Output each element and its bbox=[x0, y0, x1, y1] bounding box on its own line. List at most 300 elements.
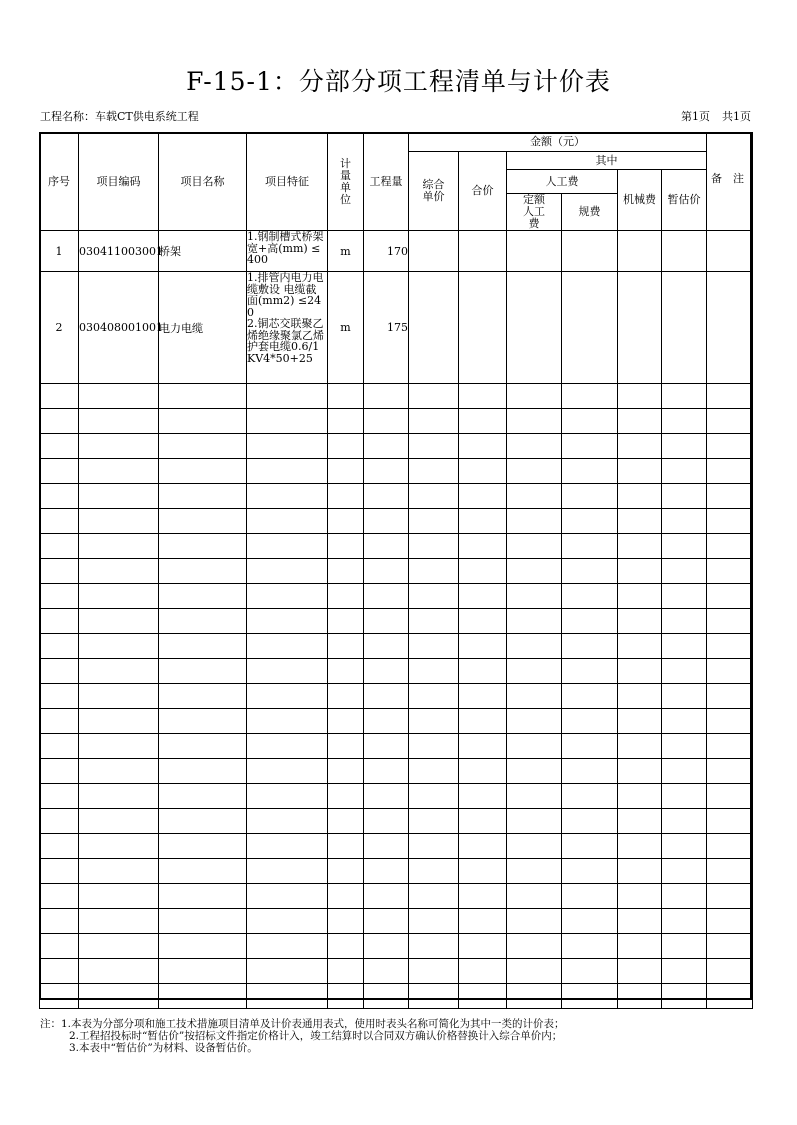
empty-cell bbox=[562, 634, 618, 659]
empty-cell bbox=[618, 484, 662, 509]
empty-cell bbox=[79, 934, 159, 959]
empty-cell bbox=[409, 959, 459, 984]
header-feature: 项目特征 bbox=[247, 133, 328, 231]
empty-cell bbox=[662, 534, 707, 559]
empty-cell bbox=[562, 984, 618, 1009]
empty-cell bbox=[707, 959, 753, 984]
empty-cell bbox=[562, 809, 618, 834]
empty-cell bbox=[507, 809, 562, 834]
row-feature: 1.排管内电力电缆敷设 电缆截面(mm2) ≤240 2.铜芯交联聚乙烯绝缘聚氯乙烯护套电缆0.6/1KV4*50+25 bbox=[247, 272, 328, 384]
page-title: F-15-1：分部分项工程清单与计价表 bbox=[186, 67, 611, 96]
page-total: 共1页 bbox=[722, 110, 751, 123]
empty-cell bbox=[507, 272, 562, 384]
empty-cell bbox=[159, 934, 247, 959]
empty-cell bbox=[409, 559, 459, 584]
empty-cell bbox=[707, 934, 753, 959]
empty-cell bbox=[79, 609, 159, 634]
empty-cell bbox=[507, 534, 562, 559]
empty-cell bbox=[79, 659, 159, 684]
empty-cell bbox=[247, 809, 328, 834]
empty-cell bbox=[618, 934, 662, 959]
header-qty: 工程量 bbox=[364, 133, 409, 231]
empty-cell bbox=[562, 231, 618, 272]
empty-cell bbox=[707, 434, 753, 459]
empty-cell bbox=[364, 659, 409, 684]
empty-cell bbox=[662, 809, 707, 834]
empty-cell bbox=[459, 909, 507, 934]
empty-cell bbox=[409, 709, 459, 734]
row-seq: 2 bbox=[40, 272, 79, 384]
empty-row bbox=[40, 409, 753, 434]
empty-cell bbox=[409, 584, 459, 609]
empty-cell bbox=[409, 784, 459, 809]
empty-cell bbox=[707, 809, 753, 834]
empty-cell bbox=[507, 584, 562, 609]
empty-cell bbox=[40, 984, 79, 1009]
empty-cell bbox=[364, 784, 409, 809]
empty-cell bbox=[662, 584, 707, 609]
empty-cell bbox=[247, 709, 328, 734]
empty-cell bbox=[707, 859, 753, 884]
empty-cell bbox=[459, 734, 507, 759]
empty-cell bbox=[662, 634, 707, 659]
empty-cell bbox=[79, 459, 159, 484]
header-estimate: 暂估价 bbox=[662, 170, 707, 231]
empty-cell bbox=[247, 609, 328, 634]
empty-cell bbox=[328, 634, 364, 659]
empty-cell bbox=[40, 809, 79, 834]
empty-cell bbox=[662, 784, 707, 809]
empty-row bbox=[40, 909, 753, 934]
empty-cell bbox=[707, 609, 753, 634]
empty-cell bbox=[562, 534, 618, 559]
empty-cell bbox=[662, 409, 707, 434]
empty-cell bbox=[247, 409, 328, 434]
header-remark-b: 注 bbox=[733, 172, 745, 185]
empty-cell bbox=[247, 459, 328, 484]
empty-cell bbox=[328, 809, 364, 834]
empty-cell bbox=[459, 809, 507, 834]
table-row bbox=[40, 231, 753, 272]
empty-cell bbox=[459, 459, 507, 484]
row-qty: 170 bbox=[364, 231, 409, 272]
empty-cell bbox=[247, 659, 328, 684]
empty-cell bbox=[79, 809, 159, 834]
empty-cell bbox=[707, 231, 753, 272]
empty-cell bbox=[562, 884, 618, 909]
empty-cell bbox=[707, 659, 753, 684]
empty-cell bbox=[459, 959, 507, 984]
empty-cell bbox=[562, 709, 618, 734]
empty-cell bbox=[707, 509, 753, 534]
empty-cell bbox=[79, 684, 159, 709]
empty-cell bbox=[247, 934, 328, 959]
empty-cell bbox=[364, 859, 409, 884]
empty-cell bbox=[662, 434, 707, 459]
empty-cell bbox=[79, 634, 159, 659]
empty-cell bbox=[247, 909, 328, 934]
empty-cell bbox=[364, 959, 409, 984]
empty-cell bbox=[662, 709, 707, 734]
empty-cell bbox=[459, 534, 507, 559]
empty-cell bbox=[328, 559, 364, 584]
empty-cell bbox=[247, 734, 328, 759]
empty-cell bbox=[662, 272, 707, 384]
empty-cell bbox=[459, 759, 507, 784]
empty-cell bbox=[618, 634, 662, 659]
note-3: 3.本表中“暂估价”为材料、设备暂估价。 bbox=[69, 1042, 258, 1054]
empty-cell bbox=[618, 709, 662, 734]
empty-cell bbox=[662, 959, 707, 984]
empty-cell bbox=[618, 409, 662, 434]
empty-cell bbox=[409, 484, 459, 509]
header-remark-a: 备 bbox=[711, 172, 723, 185]
empty-cell bbox=[562, 509, 618, 534]
empty-cell bbox=[562, 659, 618, 684]
empty-cell bbox=[364, 734, 409, 759]
empty-cell bbox=[618, 884, 662, 909]
empty-cell bbox=[662, 884, 707, 909]
empty-cell bbox=[247, 434, 328, 459]
empty-cell bbox=[247, 859, 328, 884]
empty-cell bbox=[40, 509, 79, 534]
empty-cell bbox=[40, 709, 79, 734]
empty-cell bbox=[662, 609, 707, 634]
empty-cell bbox=[618, 984, 662, 1009]
empty-row bbox=[40, 584, 753, 609]
empty-cell bbox=[409, 272, 459, 384]
empty-cell bbox=[618, 272, 662, 384]
empty-cell bbox=[159, 709, 247, 734]
empty-cell bbox=[707, 272, 753, 384]
empty-cell bbox=[562, 459, 618, 484]
empty-cell bbox=[364, 834, 409, 859]
empty-cell bbox=[707, 709, 753, 734]
empty-cell bbox=[159, 959, 247, 984]
empty-row bbox=[40, 709, 753, 734]
empty-cell bbox=[328, 734, 364, 759]
empty-cell bbox=[618, 684, 662, 709]
empty-cell bbox=[328, 884, 364, 909]
empty-cell bbox=[79, 859, 159, 884]
empty-cell bbox=[328, 609, 364, 634]
empty-cell bbox=[562, 684, 618, 709]
empty-cell bbox=[662, 384, 707, 409]
empty-cell bbox=[159, 984, 247, 1009]
empty-cell bbox=[328, 709, 364, 734]
empty-cell bbox=[328, 584, 364, 609]
row-name: 电力电缆 bbox=[159, 272, 247, 384]
empty-cell bbox=[247, 684, 328, 709]
empty-cell bbox=[662, 734, 707, 759]
empty-cell bbox=[618, 459, 662, 484]
empty-cell bbox=[562, 434, 618, 459]
empty-cell bbox=[409, 984, 459, 1009]
empty-cell bbox=[79, 709, 159, 734]
empty-cell bbox=[328, 409, 364, 434]
empty-cell bbox=[707, 459, 753, 484]
empty-cell bbox=[662, 859, 707, 884]
empty-cell bbox=[707, 634, 753, 659]
empty-cell bbox=[707, 484, 753, 509]
header-unit: 计量单位 bbox=[328, 133, 364, 231]
empty-cell bbox=[707, 834, 753, 859]
row-qty: 175 bbox=[364, 272, 409, 384]
header-labor-quota: 定额人工费 bbox=[507, 194, 562, 231]
empty-cell bbox=[328, 834, 364, 859]
row-code: 030411003001 bbox=[79, 231, 159, 272]
empty-cell bbox=[459, 231, 507, 272]
empty-cell bbox=[562, 759, 618, 784]
empty-row bbox=[40, 959, 753, 984]
empty-cell bbox=[364, 684, 409, 709]
empty-cell bbox=[459, 484, 507, 509]
empty-cell bbox=[409, 384, 459, 409]
empty-cell bbox=[159, 909, 247, 934]
empty-row bbox=[40, 784, 753, 809]
empty-cell bbox=[409, 859, 459, 884]
empty-cell bbox=[459, 634, 507, 659]
empty-cell bbox=[707, 559, 753, 584]
empty-cell bbox=[618, 231, 662, 272]
empty-cell bbox=[364, 459, 409, 484]
empty-cell bbox=[364, 709, 409, 734]
empty-cell bbox=[459, 409, 507, 434]
empty-cell bbox=[364, 909, 409, 934]
empty-cell bbox=[662, 509, 707, 534]
empty-cell bbox=[40, 759, 79, 784]
empty-cell bbox=[409, 434, 459, 459]
empty-cell bbox=[364, 984, 409, 1009]
empty-cell bbox=[618, 509, 662, 534]
empty-cell bbox=[247, 559, 328, 584]
empty-cell bbox=[409, 934, 459, 959]
empty-cell bbox=[507, 834, 562, 859]
empty-cell bbox=[328, 859, 364, 884]
empty-cell bbox=[79, 484, 159, 509]
empty-cell bbox=[409, 634, 459, 659]
empty-cell bbox=[40, 384, 79, 409]
empty-cell bbox=[79, 559, 159, 584]
empty-cell bbox=[562, 959, 618, 984]
empty-cell bbox=[247, 384, 328, 409]
empty-cell bbox=[507, 459, 562, 484]
header-seq: 序号 bbox=[40, 133, 79, 231]
empty-cell bbox=[328, 684, 364, 709]
empty-cell bbox=[40, 484, 79, 509]
row-code: 030408001001 bbox=[79, 272, 159, 384]
empty-cell bbox=[507, 909, 562, 934]
row-seq: 1 bbox=[40, 231, 79, 272]
empty-cell bbox=[159, 384, 247, 409]
empty-cell bbox=[507, 384, 562, 409]
empty-cell bbox=[662, 231, 707, 272]
empty-cell bbox=[40, 534, 79, 559]
empty-cell bbox=[159, 759, 247, 784]
empty-cell bbox=[247, 984, 328, 1009]
empty-cell bbox=[247, 759, 328, 784]
empty-cell bbox=[562, 909, 618, 934]
empty-row bbox=[40, 684, 753, 709]
empty-cell bbox=[159, 659, 247, 684]
empty-cell bbox=[364, 584, 409, 609]
empty-cell bbox=[40, 409, 79, 434]
empty-cell bbox=[328, 534, 364, 559]
empty-cell bbox=[562, 384, 618, 409]
empty-cell bbox=[459, 834, 507, 859]
empty-cell bbox=[159, 509, 247, 534]
empty-cell bbox=[40, 559, 79, 584]
empty-cell bbox=[159, 634, 247, 659]
empty-cell bbox=[662, 659, 707, 684]
empty-cell bbox=[662, 909, 707, 934]
empty-cell bbox=[707, 984, 753, 1009]
empty-row bbox=[40, 459, 753, 484]
empty-cell bbox=[40, 459, 79, 484]
project-value: 车载CT供电系统工程 bbox=[95, 110, 199, 123]
empty-cell bbox=[507, 884, 562, 909]
empty-cell bbox=[79, 959, 159, 984]
empty-cell bbox=[618, 534, 662, 559]
empty-cell bbox=[507, 784, 562, 809]
empty-cell bbox=[79, 434, 159, 459]
header-fee: 规费 bbox=[562, 194, 618, 231]
empty-cell bbox=[459, 609, 507, 634]
empty-cell bbox=[409, 809, 459, 834]
empty-cell bbox=[507, 484, 562, 509]
empty-cell bbox=[618, 909, 662, 934]
empty-row bbox=[40, 384, 753, 409]
empty-cell bbox=[409, 509, 459, 534]
empty-cell bbox=[159, 609, 247, 634]
empty-cell bbox=[159, 409, 247, 434]
header-machine: 机械费 bbox=[618, 170, 662, 231]
empty-cell bbox=[507, 634, 562, 659]
empty-row bbox=[40, 809, 753, 834]
empty-cell bbox=[40, 834, 79, 859]
header-total: 合价 bbox=[459, 152, 507, 231]
empty-cell bbox=[707, 734, 753, 759]
empty-cell bbox=[79, 384, 159, 409]
empty-cell bbox=[409, 759, 459, 784]
empty-cell bbox=[707, 884, 753, 909]
empty-cell bbox=[459, 984, 507, 1009]
empty-cell bbox=[159, 834, 247, 859]
empty-cell bbox=[159, 559, 247, 584]
empty-cell bbox=[247, 584, 328, 609]
empty-cell bbox=[79, 759, 159, 784]
empty-cell bbox=[507, 759, 562, 784]
page-info bbox=[681, 108, 751, 124]
empty-row bbox=[40, 634, 753, 659]
empty-row bbox=[40, 659, 753, 684]
empty-row bbox=[40, 759, 753, 784]
empty-cell bbox=[459, 709, 507, 734]
empty-cell bbox=[159, 534, 247, 559]
pricing-table bbox=[39, 132, 753, 1009]
empty-cell bbox=[328, 384, 364, 409]
empty-cell bbox=[507, 609, 562, 634]
header-name: 项目名称 bbox=[159, 133, 247, 231]
empty-cell bbox=[159, 859, 247, 884]
empty-cell bbox=[562, 734, 618, 759]
empty-row bbox=[40, 984, 753, 1009]
empty-cell bbox=[618, 384, 662, 409]
empty-cell bbox=[328, 509, 364, 534]
empty-row bbox=[40, 834, 753, 859]
empty-cell bbox=[364, 884, 409, 909]
empty-cell bbox=[247, 959, 328, 984]
empty-cell bbox=[247, 784, 328, 809]
empty-cell bbox=[618, 584, 662, 609]
empty-cell bbox=[707, 534, 753, 559]
project-name bbox=[40, 108, 199, 124]
empty-cell bbox=[40, 584, 79, 609]
empty-cell bbox=[507, 859, 562, 884]
empty-cell bbox=[707, 759, 753, 784]
empty-cell bbox=[618, 559, 662, 584]
empty-cell bbox=[459, 859, 507, 884]
empty-cell bbox=[618, 759, 662, 784]
header-among: 其中 bbox=[507, 152, 707, 170]
empty-cell bbox=[562, 609, 618, 634]
empty-cell bbox=[247, 634, 328, 659]
row-name: 桥架 bbox=[159, 231, 247, 272]
empty-cell bbox=[364, 759, 409, 784]
empty-cell bbox=[507, 959, 562, 984]
header-labor: 人工费 bbox=[507, 170, 618, 194]
empty-cell bbox=[364, 609, 409, 634]
empty-cell bbox=[328, 984, 364, 1009]
empty-cell bbox=[247, 484, 328, 509]
empty-cell bbox=[507, 934, 562, 959]
empty-cell bbox=[247, 834, 328, 859]
empty-cell bbox=[662, 684, 707, 709]
empty-cell bbox=[40, 634, 79, 659]
empty-cell bbox=[618, 834, 662, 859]
empty-cell bbox=[79, 784, 159, 809]
empty-cell bbox=[459, 559, 507, 584]
empty-cell bbox=[328, 759, 364, 784]
empty-cell bbox=[618, 784, 662, 809]
note-2: 2.工程招投标时“暂估价”按招标文件指定价格计入，竣工结算时以合同双方确认价格替换计入综合单价内； bbox=[69, 1030, 563, 1042]
empty-cell bbox=[459, 884, 507, 909]
empty-cell bbox=[507, 984, 562, 1009]
empty-cell bbox=[79, 509, 159, 534]
row-unit: m bbox=[328, 272, 364, 384]
empty-cell bbox=[364, 534, 409, 559]
empty-cell bbox=[662, 459, 707, 484]
empty-cell bbox=[328, 484, 364, 509]
empty-cell bbox=[618, 734, 662, 759]
empty-row bbox=[40, 609, 753, 634]
empty-cell bbox=[328, 784, 364, 809]
page-current: 第1页 bbox=[681, 110, 710, 123]
empty-row bbox=[40, 534, 753, 559]
empty-cell bbox=[328, 934, 364, 959]
empty-row bbox=[40, 734, 753, 759]
empty-row bbox=[40, 934, 753, 959]
empty-cell bbox=[562, 834, 618, 859]
empty-cell bbox=[662, 934, 707, 959]
empty-cell bbox=[409, 231, 459, 272]
empty-cell bbox=[562, 559, 618, 584]
empty-cell bbox=[459, 684, 507, 709]
empty-cell bbox=[40, 884, 79, 909]
empty-cell bbox=[79, 984, 159, 1009]
empty-cell bbox=[159, 434, 247, 459]
empty-cell bbox=[618, 959, 662, 984]
